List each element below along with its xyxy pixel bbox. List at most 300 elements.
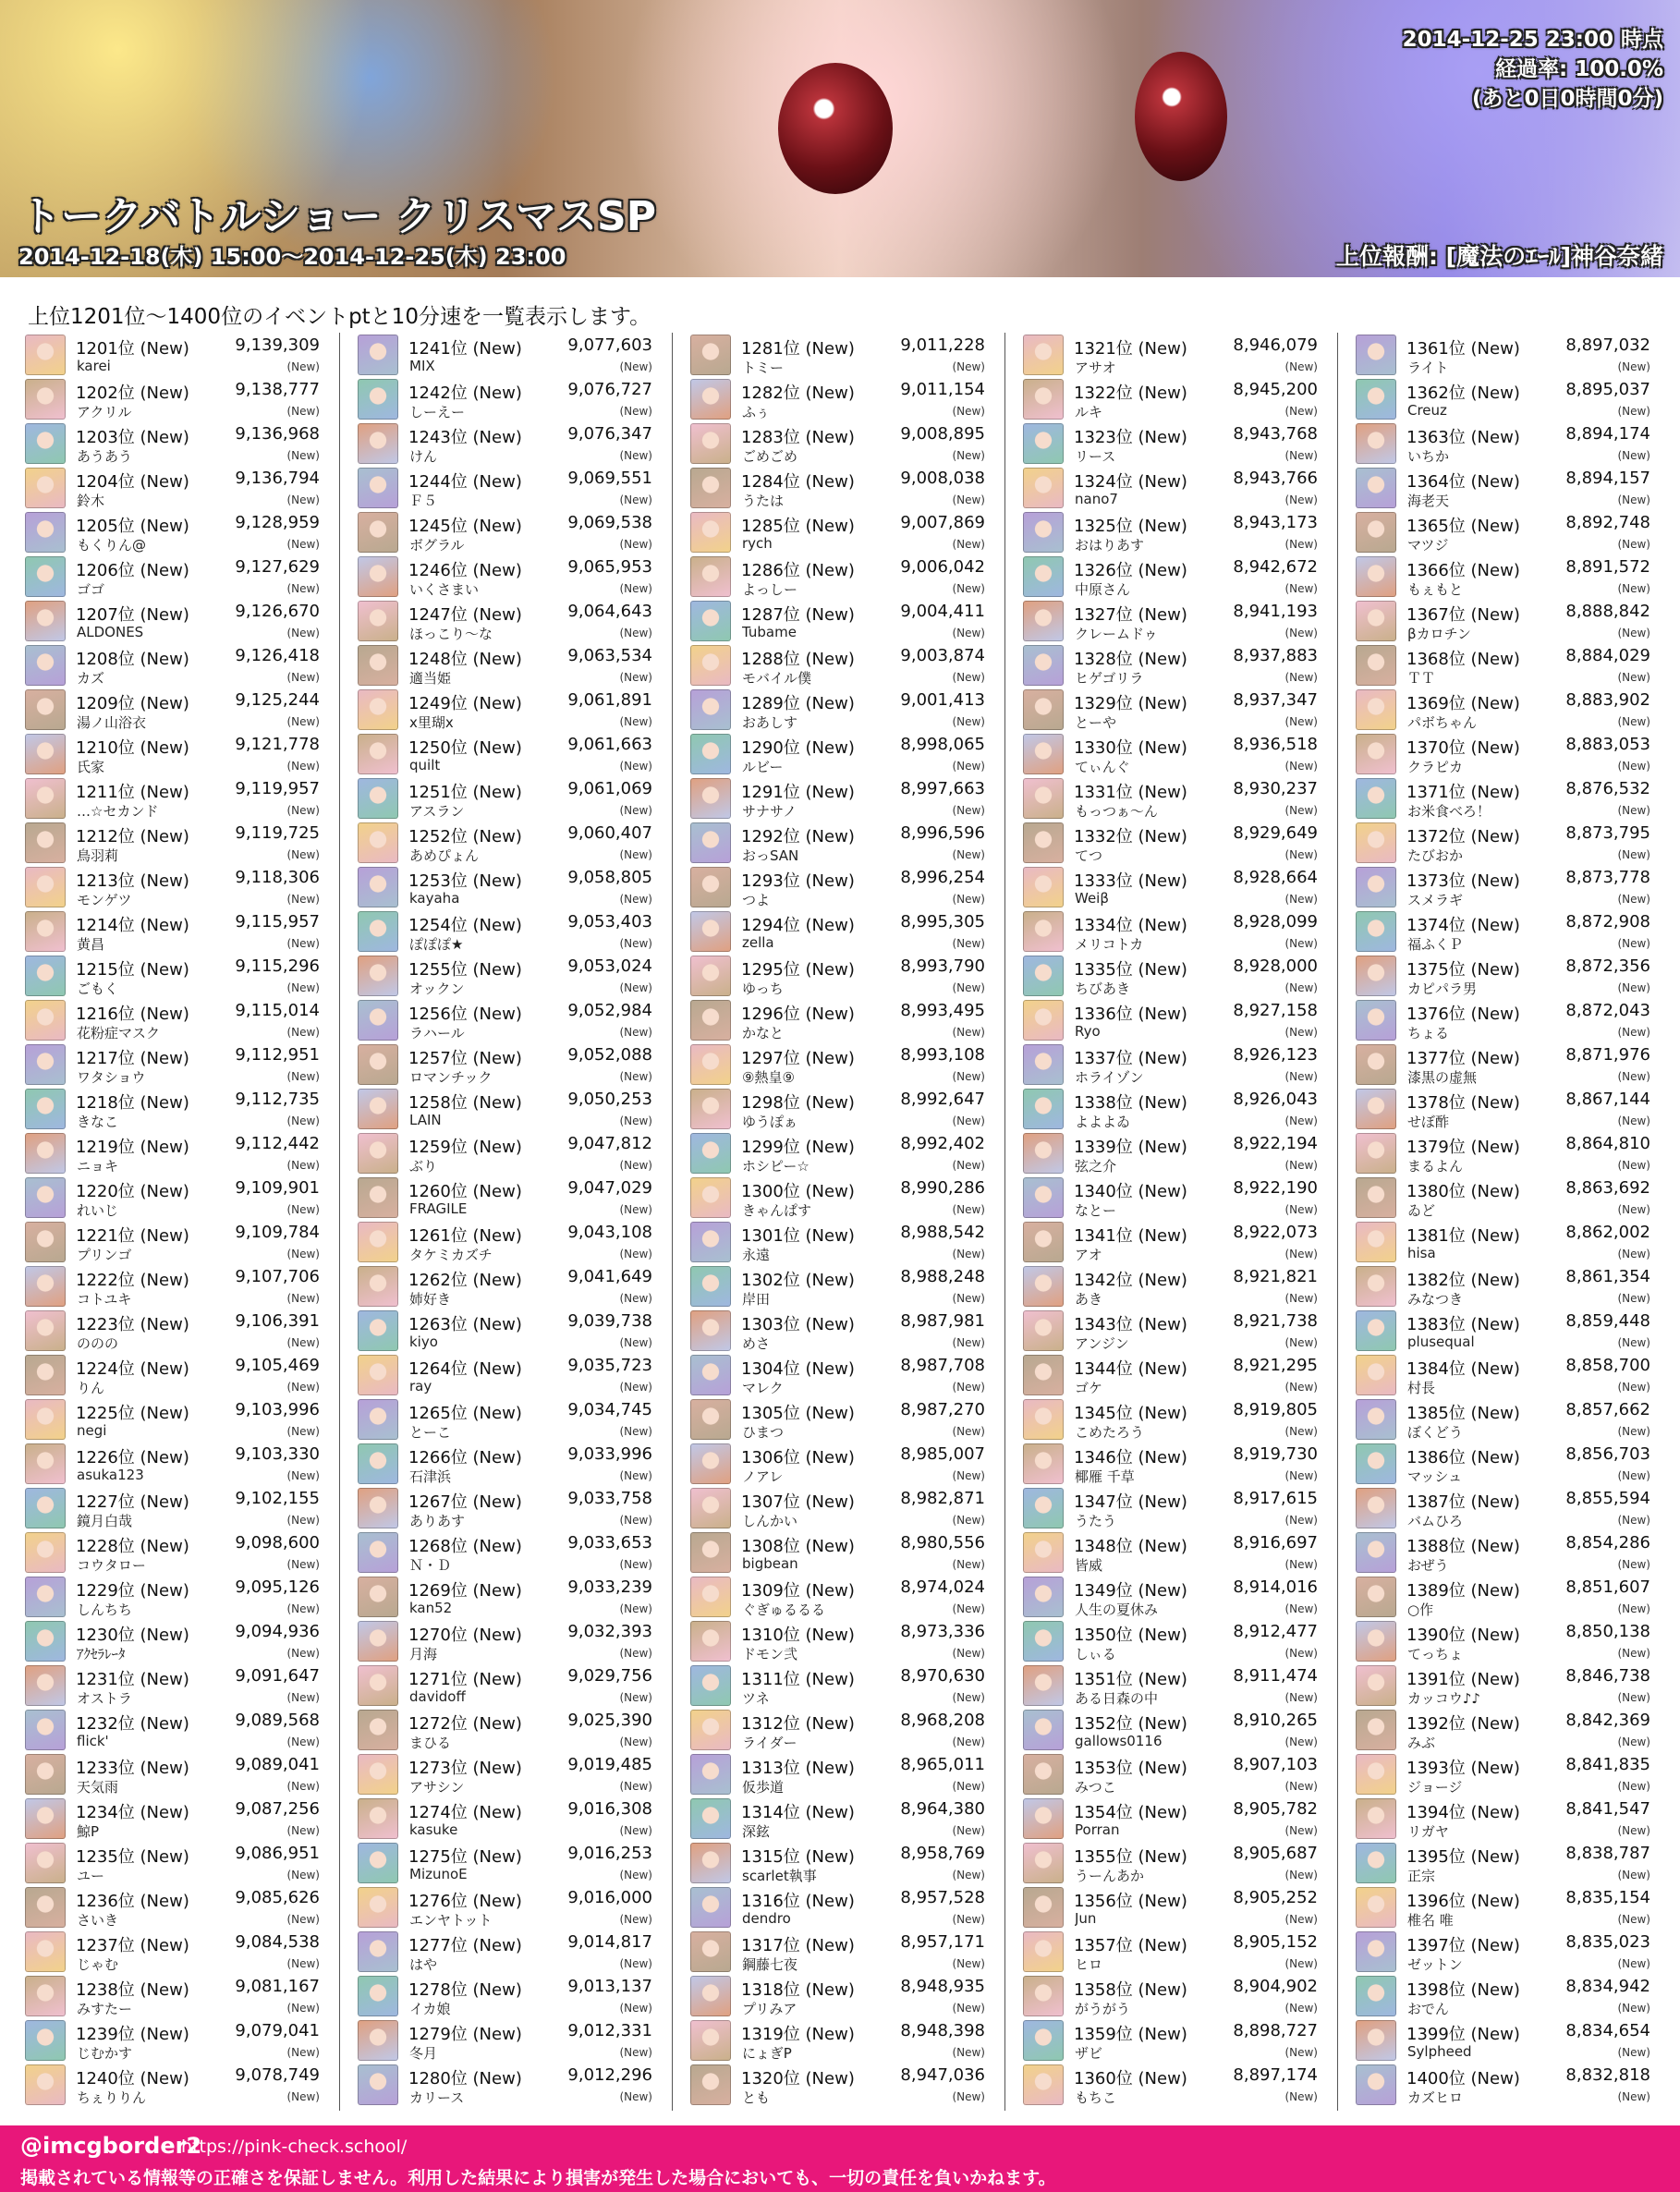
player-name: みぶ — [1407, 1735, 1436, 1751]
ten-minute-speed: (New) — [1284, 1558, 1318, 1571]
ranking-entry — [22, 1486, 323, 1530]
ten-minute-speed: (New) — [619, 493, 652, 506]
rank-label: 1338位 (New) — [1074, 1093, 1187, 1113]
player-name: おっSAN — [742, 847, 799, 864]
player-name: バムひろ — [1407, 1513, 1464, 1529]
ranking-entry — [355, 1885, 656, 1930]
ten-minute-speed: (New) — [1617, 1780, 1650, 1793]
event-points: 8,948,398 — [900, 2021, 985, 2040]
event-points: 9,112,442 — [235, 1134, 320, 1153]
idol-avatar-icon — [1356, 1754, 1396, 1795]
player-name: 中原さん — [1075, 581, 1131, 598]
ten-minute-speed: (New) — [619, 1514, 652, 1527]
ranking-entry — [1020, 688, 1321, 732]
player-name: もくりん@ — [77, 537, 147, 554]
ranking-entry — [1353, 377, 1654, 421]
ten-minute-speed: (New) — [1617, 493, 1650, 506]
ranking-entry — [355, 1974, 656, 2018]
ten-minute-speed: (New) — [286, 1159, 320, 1172]
ten-minute-speed: (New) — [286, 1026, 320, 1039]
event-points: 9,004,411 — [900, 602, 985, 621]
rank-label: 1237位 (New) — [76, 1936, 189, 1955]
ten-minute-speed: (New) — [619, 360, 652, 373]
event-period: 2014-12-18(木) 15:00～2014-12-25(木) 23:00 — [18, 244, 566, 270]
ten-minute-speed: (New) — [286, 1913, 320, 1926]
ten-minute-speed: (New) — [286, 1336, 320, 1349]
rank-label: 1339位 (New) — [1074, 1138, 1187, 1157]
event-points: 8,858,700 — [1565, 1356, 1650, 1375]
ten-minute-speed: (New) — [619, 1381, 652, 1394]
event-points: 8,888,842 — [1565, 602, 1650, 621]
player-name: いくさまい — [409, 581, 480, 598]
idol-avatar-icon — [1023, 1976, 1064, 2016]
rank-label: 1298位 (New) — [741, 1093, 855, 1113]
rank-label: 1384位 (New) — [1406, 1359, 1520, 1379]
ranking-entry — [1353, 865, 1654, 909]
idol-avatar-icon — [1023, 645, 1064, 686]
ranking-entry — [1353, 821, 1654, 865]
ranking-grid — [22, 333, 1660, 2111]
ranking-entry — [355, 998, 656, 1042]
rank-label: 1376位 (New) — [1406, 1005, 1520, 1024]
event-points: 8,922,190 — [1233, 1178, 1318, 1198]
ten-minute-speed: (New) — [286, 493, 320, 506]
idol-avatar-icon — [358, 734, 398, 774]
rank-label: 1386位 (New) — [1406, 1448, 1520, 1467]
ten-minute-speed: (New) — [1284, 893, 1318, 906]
ten-minute-speed: (New) — [1284, 1647, 1318, 1660]
player-name: 漆黒の虚無 — [1407, 1069, 1478, 1086]
idol-avatar-icon — [690, 512, 731, 553]
ten-minute-speed: (New) — [952, 1114, 985, 1127]
idol-avatar-icon — [25, 734, 66, 774]
ranking-entry — [1020, 2063, 1321, 2107]
idol-avatar-icon — [1023, 1710, 1064, 1750]
idol-avatar-icon — [1023, 556, 1064, 597]
event-points: 9,047,029 — [567, 1178, 652, 1198]
idol-avatar-icon — [1023, 1222, 1064, 1262]
player-name: …☆セカンド — [77, 803, 159, 820]
ten-minute-speed: (New) — [619, 449, 652, 462]
ranking-entry — [22, 643, 323, 688]
player-name: アサシン — [409, 1779, 465, 1796]
idol-avatar-icon — [690, 601, 731, 641]
ranking-entry — [22, 1131, 323, 1175]
ranking-entry — [1020, 1575, 1321, 1619]
ranking-entry — [1020, 1752, 1321, 1796]
player-name: みすたー — [77, 2001, 133, 2017]
rank-label: 1385位 (New) — [1406, 1404, 1520, 1423]
idol-avatar-icon — [1023, 1488, 1064, 1528]
idol-avatar-icon — [690, 2064, 731, 2105]
ten-minute-speed: (New) — [952, 538, 985, 551]
event-points: 8,928,000 — [1233, 956, 1318, 976]
idol-avatar-icon — [358, 778, 398, 819]
ten-minute-speed: (New) — [619, 1203, 652, 1216]
idol-avatar-icon — [358, 1710, 398, 1750]
event-points: 8,905,252 — [1233, 1888, 1318, 1907]
player-name: きなこ — [77, 1114, 119, 1130]
event-banner — [0, 0, 1680, 277]
idol-avatar-icon — [690, 1710, 731, 1750]
idol-avatar-icon — [690, 1399, 731, 1440]
idol-avatar-icon — [1023, 1665, 1064, 1706]
idol-avatar-icon — [358, 1443, 398, 1484]
idol-avatar-icon — [358, 1355, 398, 1395]
rank-label: 1330位 (New) — [1074, 738, 1187, 758]
rank-label: 1369位 (New) — [1406, 694, 1520, 713]
ranking-entry — [1353, 599, 1654, 643]
idol-avatar-icon — [25, 956, 66, 996]
rank-label: 1250位 (New) — [408, 738, 522, 758]
player-name: FRAGILE — [409, 1200, 468, 1217]
ten-minute-speed: (New) — [1284, 1248, 1318, 1260]
idol-avatar-icon — [25, 335, 66, 375]
rank-label: 1356位 (New) — [1074, 1892, 1187, 1911]
idol-avatar-icon — [358, 911, 398, 952]
ten-minute-speed: (New) — [619, 1691, 652, 1704]
player-name: ザビ — [1075, 2045, 1103, 2062]
idol-avatar-icon — [1356, 1843, 1396, 1883]
player-name: ＴＴ — [1407, 670, 1436, 687]
player-name: つよ — [742, 892, 771, 908]
idol-avatar-icon — [358, 1488, 398, 1528]
ten-minute-speed: (New) — [619, 2046, 652, 2059]
player-name: ひまつ — [742, 1424, 785, 1441]
ranking-entry — [22, 1530, 323, 1575]
player-name: とーや — [1075, 714, 1117, 731]
player-name: マツジ — [1407, 537, 1449, 554]
ten-minute-speed: (New) — [286, 405, 320, 418]
ranking-column — [22, 333, 323, 2111]
idol-avatar-icon — [1023, 1399, 1064, 1440]
ranking-entry — [1353, 954, 1654, 998]
idol-avatar-icon — [690, 335, 731, 375]
ranking-entry — [355, 1930, 656, 1974]
rank-label: 1388位 (New) — [1406, 1537, 1520, 1556]
event-points: 9,076,727 — [567, 380, 652, 399]
ranking-entry — [688, 1087, 989, 1131]
player-name: negi — [77, 1422, 107, 1439]
event-points: 8,897,032 — [1565, 335, 1650, 355]
rank-label: 1353位 (New) — [1074, 1759, 1187, 1778]
rank-label: 1348位 (New) — [1074, 1537, 1187, 1556]
player-name: hisa — [1407, 1245, 1436, 1261]
event-points: 8,919,805 — [1233, 1400, 1318, 1419]
event-points: 9,115,014 — [235, 1001, 320, 1020]
ranking-entry — [1353, 466, 1654, 510]
ten-minute-speed: (New) — [952, 1203, 985, 1216]
ranking-entry — [355, 1131, 656, 1175]
rank-label: 1306位 (New) — [741, 1448, 855, 1467]
event-points: 9,119,957 — [235, 779, 320, 798]
ten-minute-speed: (New) — [1617, 1602, 1650, 1615]
player-name: 正宗 — [1407, 1868, 1436, 1884]
player-name: マレク — [742, 1380, 784, 1396]
rank-label: 1362位 (New) — [1406, 384, 1520, 403]
ten-minute-speed: (New) — [1284, 848, 1318, 861]
event-points: 9,109,784 — [235, 1223, 320, 1242]
idol-avatar-icon — [25, 1133, 66, 1174]
event-points: 9,118,306 — [235, 868, 320, 887]
ten-minute-speed: (New) — [286, 1691, 320, 1704]
idol-avatar-icon — [358, 335, 398, 375]
player-name: MizunoE — [409, 1866, 468, 1882]
event-points: 9,065,953 — [567, 557, 652, 577]
idol-avatar-icon — [1023, 1310, 1064, 1351]
player-name: 石津浜 — [409, 1468, 452, 1485]
ranking-entry — [1020, 1708, 1321, 1752]
player-name: gallows0116 — [1075, 1733, 1163, 1749]
event-points: 9,060,407 — [567, 823, 652, 843]
player-name: よっしー — [742, 581, 798, 598]
ranking-entry — [1020, 554, 1321, 599]
event-points: 8,873,778 — [1565, 868, 1650, 887]
ranking-entry — [688, 333, 989, 377]
ten-minute-speed: (New) — [1284, 538, 1318, 551]
event-points: 8,943,766 — [1233, 469, 1318, 488]
player-name: nano7 — [1075, 491, 1118, 507]
idol-avatar-icon — [690, 468, 731, 508]
rank-label: 1257位 (New) — [408, 1049, 522, 1068]
rank-label: 1292位 (New) — [741, 827, 855, 846]
player-name: アンジン — [1075, 1335, 1129, 1352]
player-name: 月海 — [409, 1646, 438, 1662]
ten-minute-speed: (New) — [1284, 493, 1318, 506]
event-points: 9,138,777 — [235, 380, 320, 399]
player-name: βカロチン — [1407, 626, 1471, 642]
ten-minute-speed: (New) — [619, 1159, 652, 1172]
event-points: 9,016,000 — [567, 1888, 652, 1907]
player-name: 福ふくＰ — [1407, 936, 1464, 953]
player-name: いちか — [1407, 448, 1450, 465]
event-points: 9,107,706 — [235, 1267, 320, 1286]
ten-minute-speed: (New) — [952, 1913, 985, 1926]
ten-minute-speed: (New) — [952, 1070, 985, 1083]
event-points: 9,063,534 — [567, 646, 652, 665]
ten-minute-speed: (New) — [286, 804, 320, 817]
idol-avatar-icon — [25, 1044, 66, 1085]
ranking-entry — [1353, 732, 1654, 776]
player-name: davidoff — [409, 1688, 466, 1705]
site-url-link[interactable]: https://pink-check.school/ — [181, 2137, 408, 2157]
idol-avatar-icon — [1023, 1044, 1064, 1085]
player-name: ユー — [77, 1868, 105, 1884]
idol-avatar-icon — [1023, 1133, 1064, 1174]
ten-minute-speed: (New) — [619, 1780, 652, 1793]
idol-avatar-icon — [690, 2020, 731, 2061]
player-name: オストラ — [77, 1690, 132, 1707]
rank-label: 1240位 (New) — [76, 2069, 189, 2088]
player-name: ロマンチック — [409, 1069, 493, 1086]
player-name: さいき — [77, 1912, 119, 1929]
ten-minute-speed: (New) — [952, 2046, 985, 2059]
banner-art-eye — [1135, 52, 1227, 181]
rank-label: 1326位 (New) — [1074, 561, 1187, 580]
ten-minute-speed: (New) — [952, 1425, 985, 1438]
event-points: 9,033,996 — [567, 1444, 652, 1464]
event-points: 8,910,265 — [1233, 1711, 1318, 1730]
ten-minute-speed: (New) — [1617, 1558, 1650, 1571]
rank-label: 1209位 (New) — [76, 694, 189, 713]
rank-label: 1363位 (New) — [1406, 428, 1520, 447]
event-points: 8,919,730 — [1233, 1444, 1318, 1464]
event-points: 9,126,670 — [235, 602, 320, 621]
ranking-entry — [1353, 1175, 1654, 1220]
rank-label: 1333位 (New) — [1074, 871, 1187, 891]
ranking-entry — [688, 1930, 989, 1974]
ten-minute-speed: (New) — [619, 715, 652, 728]
player-name: ある日森の中 — [1075, 1690, 1159, 1707]
rank-label: 1206位 (New) — [76, 561, 189, 580]
rank-label: 1345位 (New) — [1074, 1404, 1187, 1423]
idol-avatar-icon — [1356, 556, 1396, 597]
rank-label: 1267位 (New) — [408, 1492, 522, 1512]
ranking-entry — [355, 1619, 656, 1663]
event-points: 9,089,568 — [235, 1711, 320, 1730]
rank-label: 1317位 (New) — [741, 1936, 855, 1955]
player-name: ごもく — [77, 980, 119, 997]
ten-minute-speed: (New) — [1284, 1957, 1318, 1970]
ten-minute-speed: (New) — [619, 1735, 652, 1748]
idol-avatar-icon — [690, 1310, 731, 1351]
event-points: 8,876,532 — [1565, 779, 1650, 798]
event-points: 8,957,528 — [900, 1888, 985, 1907]
rank-label: 1264位 (New) — [408, 1359, 522, 1379]
rank-label: 1203位 (New) — [76, 428, 189, 447]
ten-minute-speed: (New) — [952, 1558, 985, 1571]
event-points: 9,094,936 — [235, 1622, 320, 1641]
player-name: ののの — [77, 1335, 119, 1352]
player-name: ぼくどう — [1407, 1424, 1464, 1441]
rank-label: 1207位 (New) — [76, 605, 189, 625]
event-points: 9,112,735 — [235, 1090, 320, 1109]
ranking-entry — [22, 2063, 323, 2107]
ranking-entry — [22, 554, 323, 599]
idol-avatar-icon — [358, 379, 398, 420]
rank-label: 1290位 (New) — [741, 738, 855, 758]
idol-avatar-icon — [358, 556, 398, 597]
ten-minute-speed: (New) — [619, 538, 652, 551]
snapshot-time: 2014-12-25 23:00 時点 — [1402, 28, 1663, 52]
idol-avatar-icon — [1023, 512, 1064, 553]
event-points: 8,921,738 — [1233, 1311, 1318, 1331]
event-points: 8,982,871 — [900, 1489, 985, 1508]
ranking-entry — [355, 1042, 656, 1087]
rank-label: 1332位 (New) — [1074, 827, 1187, 846]
ranking-entry — [1353, 1087, 1654, 1131]
event-points: 8,927,158 — [1233, 1001, 1318, 1020]
player-name: うたう — [1075, 1513, 1117, 1529]
ten-minute-speed: (New) — [1284, 449, 1318, 462]
idol-avatar-icon — [25, 1621, 66, 1662]
event-points: 9,079,041 — [235, 2021, 320, 2040]
idol-avatar-icon — [358, 423, 398, 464]
column-divider — [339, 333, 340, 2111]
idol-avatar-icon — [25, 1222, 66, 1262]
ten-minute-speed: (New) — [952, 627, 985, 639]
event-points: 8,988,542 — [900, 1223, 985, 1242]
ranking-entry — [22, 1663, 323, 1708]
ranking-entry — [688, 1397, 989, 1442]
idol-avatar-icon — [25, 1887, 66, 1928]
event-points: 9,053,024 — [567, 956, 652, 976]
player-name: Jun — [1075, 1910, 1097, 1927]
ranking-entry — [1353, 421, 1654, 466]
player-name: クレームドゥ — [1075, 626, 1158, 642]
ten-minute-speed: (New) — [1617, 715, 1650, 728]
rank-label: 1274位 (New) — [408, 1803, 522, 1822]
idol-avatar-icon — [25, 556, 66, 597]
player-name: ボグラル — [409, 537, 465, 554]
ranking-entry — [1020, 466, 1321, 510]
rank-label: 1296位 (New) — [741, 1005, 855, 1024]
player-name: ちょる — [1407, 1025, 1450, 1041]
event-points: 9,103,330 — [235, 1444, 320, 1464]
player-name: 天気雨 — [77, 1779, 119, 1796]
idol-avatar-icon — [358, 822, 398, 863]
rank-label: 1230位 (New) — [76, 1626, 189, 1645]
ten-minute-speed: (New) — [619, 760, 652, 773]
ten-minute-speed: (New) — [1617, 981, 1650, 994]
idol-avatar-icon — [1356, 1488, 1396, 1528]
ranking-entry — [22, 1442, 323, 1486]
player-name: れいじ — [77, 1202, 119, 1219]
rank-label: 1222位 (New) — [76, 1271, 189, 1290]
idol-avatar-icon — [25, 601, 66, 641]
ranking-entry — [1353, 1575, 1654, 1619]
ranking-entry — [22, 466, 323, 510]
footer-bar — [0, 2125, 1680, 2192]
ten-minute-speed: (New) — [952, 1647, 985, 1660]
event-points: 8,948,935 — [900, 1977, 985, 1996]
idol-avatar-icon — [358, 1266, 398, 1307]
ranking-entry — [355, 554, 656, 599]
ten-minute-speed: (New) — [952, 1824, 985, 1837]
player-name: もぇもと — [1407, 581, 1464, 598]
ten-minute-speed: (New) — [1284, 2090, 1318, 2103]
ten-minute-speed: (New) — [952, 1469, 985, 1482]
idol-avatar-icon — [1356, 1133, 1396, 1174]
player-name: 海老天 — [1407, 493, 1450, 509]
rank-label: 1340位 (New) — [1074, 1182, 1187, 1201]
event-points: 8,841,835 — [1565, 1755, 1650, 1774]
event-points: 8,937,347 — [1233, 690, 1318, 710]
ten-minute-speed: (New) — [1617, 1026, 1650, 1039]
player-name: ｱｸｾﾗﾚｰﾀ — [77, 1646, 126, 1662]
rank-label: 1309位 (New) — [741, 1581, 855, 1601]
event-points: 9,019,485 — [567, 1755, 652, 1774]
ranking-entry — [22, 599, 323, 643]
player-name: てつ — [1075, 847, 1103, 864]
ten-minute-speed: (New) — [952, 1602, 985, 1615]
player-name: kiyo — [409, 1333, 438, 1350]
ten-minute-speed: (New) — [1284, 981, 1318, 994]
event-points: 8,987,981 — [900, 1311, 985, 1331]
event-points: 8,835,154 — [1565, 1888, 1650, 1907]
ten-minute-speed: (New) — [1284, 804, 1318, 817]
ranking-entry — [1353, 1663, 1654, 1708]
player-name: ぽぽぽ★ — [409, 936, 464, 953]
twitter-handle-link[interactable]: @imcgborder2 — [20, 2133, 202, 2159]
ranking-entry — [688, 510, 989, 554]
idol-avatar-icon — [1356, 1399, 1396, 1440]
player-name: karei — [77, 358, 111, 374]
ranking-entry — [688, 1575, 989, 1619]
player-name: マッシュ — [1407, 1468, 1463, 1485]
rank-label: 1352位 (New) — [1074, 1714, 1187, 1734]
player-name: flick' — [77, 1733, 109, 1749]
